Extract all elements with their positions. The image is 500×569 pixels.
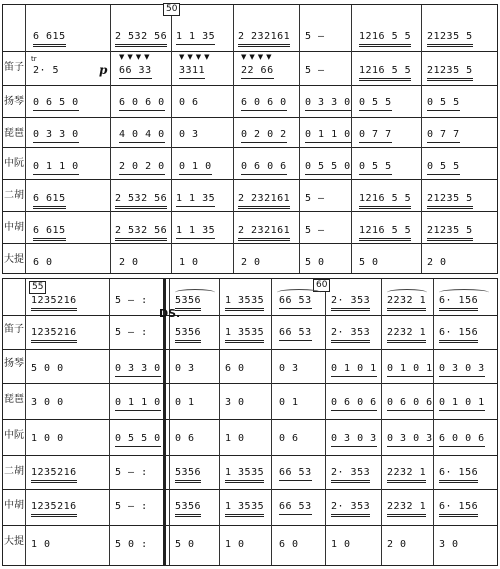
barline: [299, 5, 300, 273]
zhongruan-measure: 0 1 1 0: [33, 161, 79, 175]
zhongruan-measure: 1 0 0: [31, 433, 64, 444]
melody-measure: 5 – :: [115, 295, 148, 306]
pipa-measure: 0 1 1 0: [305, 129, 351, 143]
erhu-measure: 2· 353: [331, 467, 370, 483]
dizi-measure: 2232 1: [387, 327, 426, 343]
cello-measure: 1 0: [331, 539, 351, 550]
cello-measure: 6 0: [279, 539, 299, 550]
zhonghu-measure: 6 615: [33, 225, 66, 241]
staff-divider: [3, 179, 497, 180]
zhongruan-measure: 0 6: [279, 433, 299, 444]
cello-measure: 5 0: [305, 257, 325, 268]
barline: [381, 279, 382, 565]
zhongruan-measure: 2 0 2 0: [119, 161, 165, 175]
staff-divider: [3, 243, 497, 244]
melody-measure: 6 615: [33, 31, 66, 47]
zhongruan-measure: 0 3 0 3: [387, 433, 433, 447]
dizi-measure: 22 66: [241, 65, 274, 79]
yangqin-measure: 5 0 0: [31, 363, 64, 374]
rehearsal-mark-55: 55: [29, 281, 46, 294]
erhu-measure: 2 232161: [238, 193, 290, 209]
melody-measure: 1216 5 5: [359, 31, 411, 47]
cello-measure: 1 0: [179, 257, 199, 268]
melody-measure: 2 532 56: [115, 31, 167, 47]
instrument-label-dizi: 笛子: [4, 62, 24, 73]
instrument-label-yangqin: 扬琴: [4, 358, 24, 369]
accent-marks: ▼▼▼▼: [179, 53, 213, 61]
cello-measure: 1 0: [31, 539, 51, 550]
barline: [171, 5, 172, 273]
pipa-measure: 0 7 7: [427, 129, 460, 143]
yangqin-measure: 6 0: [225, 363, 245, 374]
yangqin-measure: 6 0 6 0: [241, 97, 287, 111]
rehearsal-mark-60: 60: [313, 279, 330, 292]
dizi-measure: 2· 353: [331, 327, 370, 343]
zhonghu-measure: 21235 5: [427, 225, 473, 241]
instrument-label-zhonghu: 中胡: [4, 500, 24, 511]
dizi-measure: 21235 5: [427, 65, 473, 81]
zhongruan-measure: 1 0: [225, 433, 245, 444]
accent-marks: ▼▼▼▼: [119, 53, 153, 61]
yangqin-measure: 0 5 5: [359, 97, 392, 111]
staff-divider: [3, 117, 497, 118]
dizi-measure: 66 53: [279, 327, 312, 341]
barline: [421, 5, 422, 273]
zhongruan-measure: 0 5 5 0: [305, 161, 351, 175]
instrument-label-erhu: 二胡: [4, 466, 24, 477]
cello-measure: 3 0: [439, 539, 459, 550]
pipa-measure: 0 6 0 6: [331, 397, 377, 411]
dizi-measure: 66 33: [119, 65, 152, 79]
yangqin-measure: 0 3: [175, 363, 195, 374]
zhongruan-measure: 0 6 0 6: [241, 161, 287, 175]
staff-divider: [3, 85, 497, 86]
yangqin-measure: 0 1 0 1: [387, 363, 433, 377]
pipa-measure: 0 3 3 0: [33, 129, 79, 143]
melody-measure: 2232 1: [387, 295, 426, 311]
yangqin-measure: 0 6: [179, 97, 199, 108]
staff-divider: [3, 525, 497, 526]
zhongruan-measure: 0 5 5: [427, 161, 460, 175]
instrument-label-yangqin: 扬琴: [4, 96, 24, 107]
instrument-label-pipa: 琵琶: [4, 128, 24, 139]
zhonghu-measure: 1216 5 5: [359, 225, 411, 241]
staff-divider: [3, 383, 497, 384]
zhonghu-measure: 5 – :: [115, 501, 148, 512]
erhu-measure: 1 3535: [225, 467, 264, 483]
melody-measure: 21235 5: [427, 31, 473, 47]
zhongruan-measure: 0 6: [175, 433, 195, 444]
melody-measure: 2 232161: [238, 31, 290, 47]
instrument-label-dizi: 笛子: [4, 324, 24, 335]
erhu-measure: 5356: [175, 467, 201, 483]
dizi-measure: 6· 156: [439, 327, 478, 343]
barline: [110, 5, 111, 273]
zhonghu-measure: 66 53: [279, 501, 312, 515]
staff-divider: [3, 489, 497, 490]
dizi-measure: 1216 5 5: [359, 65, 411, 81]
barline: [351, 5, 352, 273]
erhu-measure: 66 53: [279, 467, 312, 481]
staff-divider: [3, 315, 497, 316]
pipa-measure: 3 0: [225, 397, 245, 408]
staff-divider: [3, 349, 497, 350]
cello-measure: 1 0: [225, 539, 245, 550]
yangqin-measure: 0 3 3 0: [115, 363, 161, 377]
repeat-barline: [163, 279, 166, 565]
yangqin-measure: 0 1 0 1: [331, 363, 377, 377]
dizi-measure: 5 –: [305, 65, 325, 76]
staff-divider: [3, 147, 497, 148]
instrument-label-cello: 大提: [4, 536, 24, 547]
dal-segno-mark: DS.: [159, 307, 181, 320]
pipa-measure: 0 1 1 0: [115, 397, 161, 411]
erhu-measure: 5 – :: [115, 467, 148, 478]
yangqin-measure: 6 0 6 0: [119, 97, 165, 111]
staff-divider: [3, 211, 497, 212]
zhongruan-measure: 6 0 0 6: [439, 433, 485, 447]
pipa-measure: 0 1 0 1: [439, 397, 485, 411]
instrument-label-zhonghu: 中胡: [4, 222, 24, 233]
melody-measure: 1 1 35: [176, 31, 215, 45]
melody-measure: 5356: [175, 295, 201, 311]
erhu-measure: 6 615: [33, 193, 66, 209]
pipa-measure: 3 0 0: [31, 397, 64, 408]
zhonghu-measure: 2 532 56: [115, 225, 167, 241]
cello-measure: 2 0: [427, 257, 447, 268]
score-system-1: [2, 4, 498, 274]
zhongruan-measure: 0 5 5 0: [115, 433, 161, 447]
barline: [433, 279, 434, 565]
zhonghu-measure: 1235216: [31, 501, 77, 517]
yangqin-measure: 0 3 3 0: [305, 97, 351, 111]
instrument-label-zhongruan: 中阮: [4, 430, 24, 441]
zhonghu-measure: 1 1 35: [176, 225, 215, 239]
zhongruan-measure: 0 1 0: [179, 161, 212, 175]
dizi-measure: 3311: [179, 65, 205, 79]
staff-divider: [3, 51, 497, 52]
cello-measure: 6 0: [33, 257, 53, 268]
barline: [325, 279, 326, 565]
erhu-measure: 6· 156: [439, 467, 478, 483]
zhongruan-measure: 0 3 0 3: [331, 433, 377, 447]
barline: [233, 5, 234, 273]
cello-measure: 2 0: [119, 257, 139, 268]
zhonghu-measure: 2232 1: [387, 501, 426, 517]
staff-divider: [3, 419, 497, 420]
barline: [271, 279, 272, 565]
trill-mark: tr: [31, 55, 37, 63]
instrument-label-pipa: 琵琶: [4, 394, 24, 405]
erhu-measure: 1216 5 5: [359, 193, 411, 209]
cello-measure: 5 0: [359, 257, 379, 268]
erhu-measure: 2232 1: [387, 467, 426, 483]
zhongruan-measure: 0 5 5: [359, 161, 392, 175]
yangqin-measure: 0 5 5: [427, 97, 460, 111]
pipa-measure: 0 2 0 2: [241, 129, 287, 143]
pipa-measure: 0 7 7: [359, 129, 392, 143]
cello-measure: 2 0: [241, 257, 261, 268]
zhonghu-measure: 6· 156: [439, 501, 478, 517]
staff-divider: [3, 455, 497, 456]
dizi-measure: 1 3535: [225, 327, 264, 343]
melody-measure: 5 –: [305, 31, 325, 42]
system-bracket: [25, 5, 26, 273]
instrument-label-zhongruan: 中阮: [4, 158, 24, 169]
repeat-barline: [169, 279, 170, 565]
melody-measure: 66 53: [279, 295, 312, 309]
instrument-label-erhu: 二胡: [4, 190, 24, 201]
erhu-measure: 5 –: [305, 193, 325, 204]
zhonghu-measure: 2 232161: [238, 225, 290, 241]
barline: [109, 279, 110, 565]
zhonghu-measure: 5 –: [305, 225, 325, 236]
cello-measure: 2 0: [387, 539, 407, 550]
melody-measure: 1235216: [31, 295, 77, 311]
cello-measure: 5 0 :: [115, 539, 148, 550]
melody-measure: 6· 156: [439, 295, 478, 311]
dizi-measure: 5356: [175, 327, 201, 343]
dynamic-marking: p: [99, 63, 108, 77]
barline: [219, 279, 220, 565]
zhonghu-measure: 1 3535: [225, 501, 264, 517]
rehearsal-mark-50: 50: [163, 3, 180, 16]
melody-measure: 1 3535: [225, 295, 264, 311]
accent-marks: ▼▼▼▼: [241, 53, 275, 61]
zhonghu-measure: 5356: [175, 501, 201, 517]
dizi-measure: 2· 5: [33, 65, 60, 76]
melody-measure: 2· 353: [331, 295, 370, 311]
score-system-2: [2, 278, 498, 566]
yangqin-measure: 0 3: [279, 363, 299, 374]
yangqin-measure: 0 3 0 3: [439, 363, 485, 377]
pipa-measure: 0 1: [279, 397, 299, 408]
system-bracket: [25, 279, 26, 565]
cello-measure: 5 0: [175, 539, 195, 550]
dizi-measure: 1235216: [31, 327, 77, 343]
pipa-measure: 0 1: [175, 397, 195, 408]
pipa-measure: 0 3: [179, 129, 199, 140]
pipa-measure: 4 0 4 0: [119, 129, 165, 143]
erhu-measure: 1235216: [31, 467, 77, 483]
erhu-measure: 2 532 56: [115, 193, 167, 209]
pipa-measure: 0 6 0 6: [387, 397, 433, 411]
zhonghu-measure: 2· 353: [331, 501, 370, 517]
instrument-label-cello: 大提: [4, 254, 24, 265]
erhu-measure: 21235 5: [427, 193, 473, 209]
dizi-measure: 5 – :: [115, 327, 148, 338]
yangqin-measure: 0 6 5 0: [33, 97, 79, 111]
erhu-measure: 1 1 35: [176, 193, 215, 207]
